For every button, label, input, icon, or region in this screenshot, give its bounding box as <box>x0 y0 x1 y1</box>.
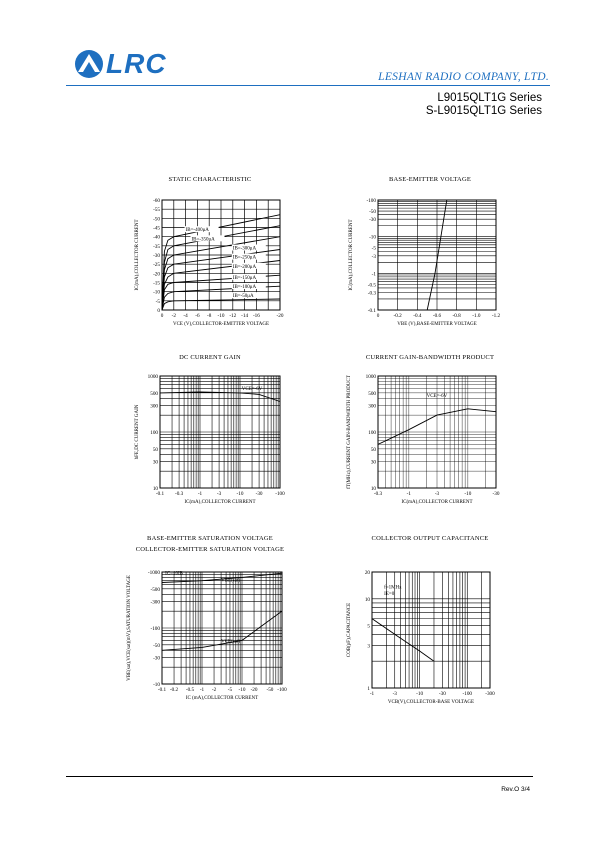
y-tick-label: -100 <box>366 198 376 204</box>
x-tick-label: -6 <box>195 313 200 319</box>
x-axis-label: IC (mA),COLLECTOR CURRENT <box>185 696 259 701</box>
x-tick-label: -30 <box>255 491 263 497</box>
base-emitter-voltage-chart <box>340 192 510 334</box>
y-tick-label: -0.3 <box>367 290 376 297</box>
annotation-label: VBE(sat) <box>221 578 240 584</box>
y-tick-label: -50 <box>153 216 160 223</box>
chart-5-title: BASE-EMITTER SATURATION VOLTAGE <box>147 535 273 542</box>
x-axis-label: VBE (V),BASE-EMITTER VOLTAGE <box>397 322 477 327</box>
x-tick-label: -10 <box>236 491 244 497</box>
static-characteristic-chart <box>130 192 290 334</box>
y-tick-label: 50 <box>152 446 158 453</box>
x-axis-label: IC(mA),COLLECTOR CURRENT <box>184 500 256 505</box>
x-axis-label: IC(mA),COLLECTOR CURRENT <box>401 500 473 505</box>
y-tick-label: 50 <box>370 446 376 453</box>
y-tick-label: -100 <box>150 626 160 632</box>
y-tick-label: 500 <box>150 390 158 397</box>
annotation-label: IB=-300μA <box>232 246 257 252</box>
y-tick-label: 5 <box>367 623 370 630</box>
x-tick-label: -0.4 <box>413 313 422 319</box>
y-tick-label: 1 <box>367 686 370 692</box>
chart-5-subtitle: COLLECTOR-EMITTER SATURATION VOLTAGE <box>135 546 285 553</box>
x-tick-label: -10 <box>464 491 472 497</box>
chart-4-title: CURRENT GAIN-BANDWIDTH PRODUCT <box>365 354 495 361</box>
y-tick-label: -500 <box>150 586 160 593</box>
annotation-label: IB=-400μA <box>185 228 209 234</box>
x-tick-label: -2 <box>171 313 176 319</box>
y-tick-label: 0 <box>157 308 160 314</box>
gain-bandwidth-chart <box>340 368 510 510</box>
x-tick-label: -0.1 <box>157 687 167 693</box>
y-tick-label: -15 <box>153 280 160 287</box>
x-tick-label: -100 <box>275 491 285 497</box>
x-tick-label: -0.2 <box>393 313 402 319</box>
y-tick-label: 10 <box>364 596 370 603</box>
y-tick-label: -45 <box>153 225 160 232</box>
y-tick-label: 100 <box>150 430 158 436</box>
x-tick-label: -20 <box>276 313 284 319</box>
x-tick-label: -0.3 <box>174 491 184 497</box>
annotation-label: IB=-150μA <box>232 275 257 281</box>
annotation-label: IB=-200μA <box>232 264 257 270</box>
y-tick-label: 300 <box>150 403 158 410</box>
x-tick-label: -4 <box>183 313 188 319</box>
y-tick-label: 10 <box>152 486 158 492</box>
y-tick-label: -5 <box>155 298 160 305</box>
x-tick-label: -8 <box>207 313 212 319</box>
x-tick-label: -0.5 <box>185 687 195 693</box>
x-tick-label: -30 <box>492 491 500 497</box>
x-tick-label: -16 <box>252 313 260 319</box>
y-tick-label: -50 <box>153 642 160 649</box>
footer-rule <box>66 776 533 777</box>
y-tick-label: 300 <box>368 403 376 410</box>
header-rule <box>66 85 550 86</box>
x-tick-label: -100 <box>462 691 473 697</box>
x-tick-label: -50 <box>266 687 274 693</box>
y-tick-label: 500 <box>368 390 376 397</box>
series-line-1 <box>160 392 280 402</box>
x-tick-label: 0 <box>376 313 380 319</box>
x-tick-label: -10 <box>416 691 424 697</box>
x-tick-label: -0.3 <box>373 491 383 497</box>
annotation-label: f=1MHz <box>384 585 402 591</box>
x-tick-label: -1 <box>197 491 203 497</box>
x-tick-label: -0.1 <box>155 491 165 497</box>
x-tick-label: -14 <box>241 313 249 319</box>
y-tick-label: -35 <box>153 243 160 250</box>
y-tick-label: -50 <box>369 209 376 216</box>
x-tick-label: -20 <box>250 687 258 693</box>
y-tick-label: -55 <box>153 207 160 214</box>
y-axis-label: fT(MHz),CURRENT GAIN-BANDWIDTH PRODUCT <box>347 375 352 489</box>
y-tick-label: 100 <box>368 430 376 436</box>
x-axis-label: VCE (V),COLLECTOR-EMITTER VOLTAGE <box>172 322 270 327</box>
company-name: LESHAN RADIO COMPANY, LTD. <box>378 71 549 83</box>
x-tick-label: -1.2 <box>491 313 501 319</box>
y-axis-label: COB(pF),CAPACITANCE <box>347 602 352 658</box>
x-tick-label: -10 <box>217 313 225 319</box>
y-tick-label: 1000 <box>147 374 158 380</box>
y-tick-label: -25 <box>153 262 160 269</box>
y-tick-label: -3 <box>371 253 376 260</box>
output-capacitance-chart <box>340 560 510 710</box>
saturation-voltage-chart <box>120 560 300 710</box>
x-tick-label: -12 <box>229 313 237 319</box>
y-tick-label: -1000 <box>147 570 160 576</box>
annotation-label: VCE=-6V <box>426 394 448 400</box>
y-tick-label: -0.1 <box>367 308 376 314</box>
y-tick-label: -20 <box>153 271 160 278</box>
annotation-label: IE=0 <box>384 592 395 598</box>
annotation-label: VCE(sat) <box>221 639 240 645</box>
x-axis-label: VCB(V),COLLECTOR-BASE VOLTAGE <box>387 700 475 705</box>
series-line-1 <box>372 619 434 662</box>
y-tick-label: -300 <box>150 599 160 606</box>
x-tick-label: -2 <box>211 687 217 693</box>
x-tick-label: -10 <box>238 687 246 693</box>
chart-6-title: COLLECTOR OUTPUT CAPACITANCE <box>371 535 489 542</box>
chart-2-title: BASE-EMITTER VOLTAGE <box>388 176 472 183</box>
chart-1-title: STATIC CHARACTERISTIC <box>168 176 252 183</box>
series-line-1: L9015QLT1G Series <box>437 92 542 104</box>
x-tick-label: -1 <box>406 491 412 497</box>
x-tick-label: -30 <box>438 691 446 697</box>
x-tick-label: -1.0 <box>472 313 481 319</box>
y-tick-label: -30 <box>153 655 160 662</box>
annotation-label: IB=-350μA <box>191 237 215 243</box>
annotation-label: IB=-100μA <box>232 285 257 290</box>
x-tick-label: -300 <box>485 691 495 697</box>
y-tick-label: -1 <box>371 271 376 278</box>
y-tick-label: -40 <box>153 234 160 241</box>
x-tick-label: -3 <box>392 691 397 697</box>
annotation-label: IB=-50μA <box>232 294 254 300</box>
x-tick-label: -1 <box>199 687 205 693</box>
y-axis-label: IC(mA),COLLECTOR CURRENT <box>135 219 140 291</box>
y-tick-label: -0.5 <box>367 282 376 289</box>
y-tick-label: 10 <box>370 486 376 492</box>
y-tick-label: 1000 <box>365 374 376 380</box>
y-tick-label: -60 <box>153 198 160 204</box>
x-tick-label: -5 <box>227 687 233 693</box>
x-tick-label: -0.8 <box>452 313 461 319</box>
y-tick-label: -10 <box>153 289 160 296</box>
y-tick-label: -10 <box>369 234 376 241</box>
x-tick-label: -0.6 <box>432 313 442 319</box>
y-axis-label: hFE,DC CURRENT GAIN <box>135 404 140 460</box>
y-axis-label: IC(mA),COLLECTOR CURRENT <box>349 219 354 291</box>
y-tick-label: -5 <box>371 245 376 252</box>
x-tick-label: 0 <box>160 313 164 319</box>
x-tick-label: -100 <box>277 687 287 693</box>
y-tick-label: 3 <box>367 643 370 650</box>
series-line-2: S-L9015QLT1G Series <box>425 105 542 117</box>
x-tick-label: -3 <box>216 491 222 497</box>
y-tick-label: -30 <box>369 217 376 224</box>
annotation-label: IC=10IB <box>165 571 183 577</box>
y-axis-label: VBE(sat),VCE(sat)(mV),SATURATION VOLTAGE <box>127 575 132 681</box>
annotation-label: VCE=-6V <box>241 387 263 393</box>
y-tick-label: -30 <box>153 253 160 259</box>
y-tick-label: 30 <box>370 459 376 466</box>
annotation-label: IB=-250μA <box>232 255 257 261</box>
y-tick-label: 20 <box>364 570 370 576</box>
lrc-logo-icon <box>73 46 105 82</box>
y-tick-label: -10 <box>153 682 160 688</box>
x-tick-label: -1 <box>369 691 375 697</box>
chart-3-title: DC CURRENT GAIN <box>179 354 241 361</box>
logo-text: LRC <box>106 48 167 79</box>
x-tick-label: -3 <box>434 491 440 497</box>
x-tick-label: -0.2 <box>169 687 179 693</box>
y-tick-label: 30 <box>152 459 158 466</box>
footer-revision: Rev.O 3/4 <box>501 786 530 793</box>
dc-current-gain-chart <box>130 368 290 510</box>
